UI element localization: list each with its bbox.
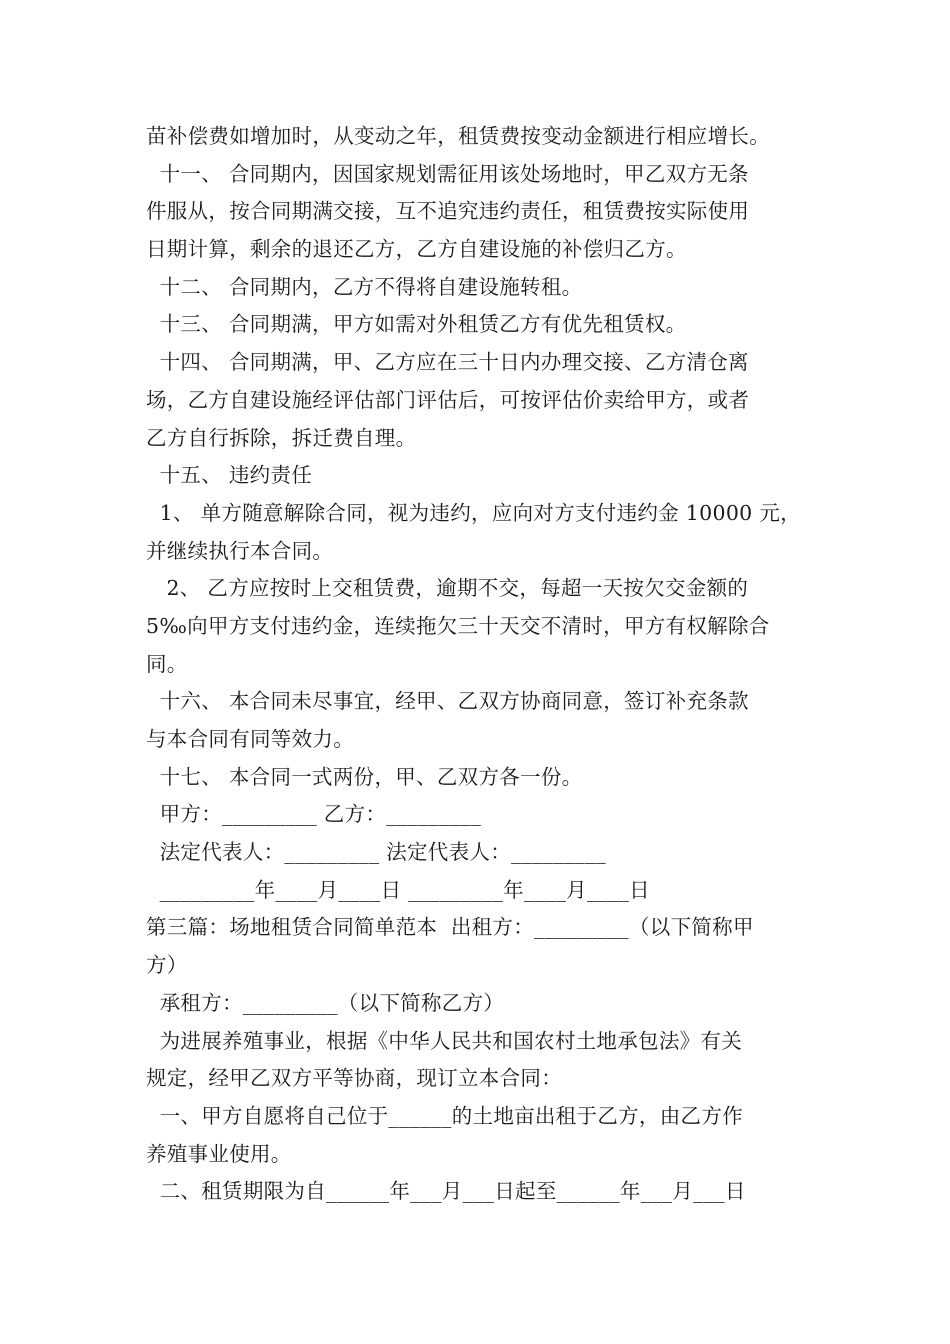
text-line: 与本合同有同等效力。 — [146, 727, 354, 751]
text-line: 方） — [146, 953, 188, 978]
text-line: 件服从，按合同期满交接，互不追究违约责任，租赁费按实际使用 — [146, 199, 750, 224]
text-line: 日期计算，剩余的退还乙方，乙方自建设施的补偿归乙方。 — [146, 237, 687, 262]
text-line: 十五、 违约责任 — [146, 463, 313, 488]
text-line: 承租方：_________（以下简称乙方） — [146, 990, 505, 1015]
text-line: 十三、 合同期满，甲方如需对外租赁乙方有优先租赁权。 — [146, 312, 687, 337]
text-line: 一、甲方自愿将自己位于______的土地亩出租于乙方，由乙方作 — [146, 1103, 743, 1128]
text-line: 甲方：_________ 乙方：_________ — [146, 802, 482, 827]
text-line: 并继续执行本合同。 — [146, 538, 334, 563]
text-line: 十六、 本合同未尽事宜，经甲、乙双方协商同意，签订补充条款 — [146, 689, 749, 714]
text-line: 十七、 本合同一式两份，甲、乙双方各一份。 — [146, 764, 583, 789]
text-line: 乙方自行拆除，拆迁费自理。 — [146, 425, 417, 450]
text-line: 二、租赁期限为自______年___月___日起至______年___月___日 — [146, 1179, 746, 1204]
text-line: 为进展养殖事业，根据《中华人民共和国农村土地承包法》有关 — [146, 1028, 743, 1053]
text-line: 十二、 合同期内，乙方不得将自建设施转租。 — [146, 274, 583, 299]
text-line: 十一、 合同期内，因国家规划需征用该处场地时，甲乙双方无条 — [146, 161, 749, 186]
text-line: _________年____月____日 _________年____月____日 — [146, 877, 650, 902]
text-line: 1、 单方随意解除合同，视为违约，应向对方支付违约金 10000 元， — [146, 500, 801, 525]
text-line: 规定，经甲乙双方平等协商，现订立本合同： — [146, 1066, 562, 1091]
text-line: 同。 — [146, 651, 188, 676]
contract-text — [146, 118, 826, 1211]
text-line: 2、 乙方应按时上交租赁费，逾期不交，每超一天按欠交金额的 — [146, 576, 749, 601]
text-line: 法定代表人：_________ 法定代表人：_________ — [146, 840, 606, 865]
text-line: 十四、 合同期满，甲、乙方应在三十日内办理交接、乙方清仓离 — [146, 350, 749, 375]
text-line: 5‰向甲方支付违约金，连续拖欠三十天交不清时，甲方有权解除合 — [146, 613, 770, 638]
text-line: 养殖事业使用。 — [146, 1141, 292, 1166]
text-line: 第三篇：场地租赁合同简单范本 出租方：_________（以下简称甲 — [146, 915, 754, 940]
text-line: 场，乙方自建设施经评估部门评估后，可按评估价卖给甲方，或者 — [146, 387, 750, 412]
text-line: 苗补偿费如增加时，从变动之年，租赁费按变动金额进行相应增长。 — [146, 124, 770, 148]
